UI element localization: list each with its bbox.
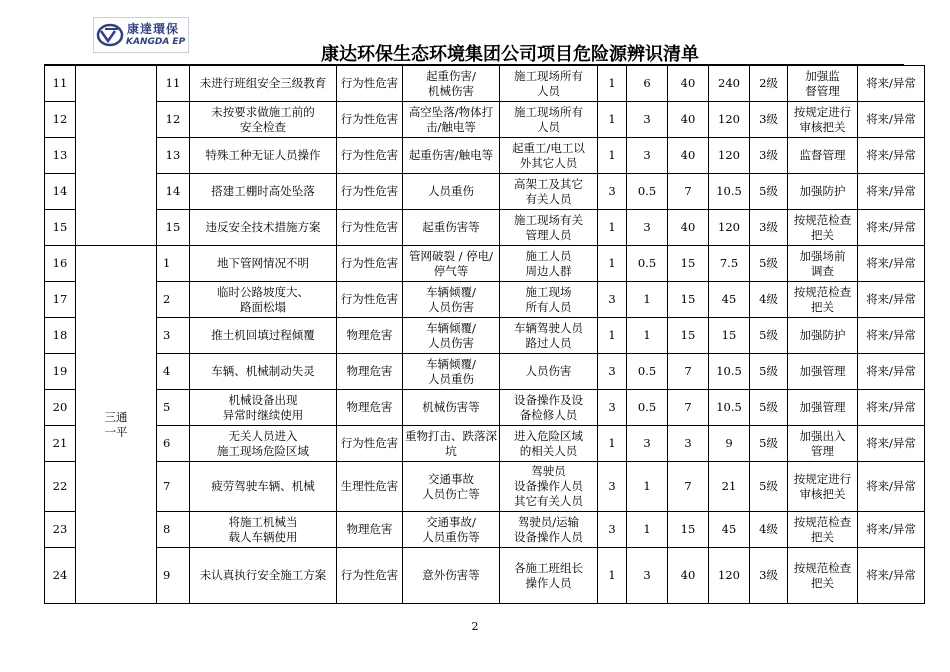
score-c: 7	[668, 174, 709, 210]
harm-result: 起重伤害等	[403, 210, 500, 246]
document-title-wrap	[0, 40, 950, 66]
control-measure: 按规范检查 把关	[788, 548, 858, 604]
control-measure: 按规范检查 把关	[788, 210, 858, 246]
sub-number: 11	[157, 66, 190, 102]
row-number: 20	[45, 390, 76, 426]
hazard-type: 行为性危害	[337, 246, 403, 282]
logo-text-cn: 康達環保	[127, 22, 180, 36]
table-row	[45, 512, 925, 548]
score-c: 40	[668, 210, 709, 246]
score-e: 0.5	[627, 354, 668, 390]
state-condition: 将来/异常	[858, 512, 925, 548]
row-number: 15	[45, 210, 76, 246]
sub-number: 9	[157, 548, 190, 604]
table-row	[45, 102, 925, 138]
hazard-type: 生理性危害	[337, 462, 403, 512]
risk-grade: 4级	[750, 282, 788, 318]
hazard-type: 行为性危害	[337, 66, 403, 102]
state-condition: 将来/异常	[858, 174, 925, 210]
risk-grade: 5级	[750, 390, 788, 426]
row-number: 21	[45, 426, 76, 462]
hazard-type: 行为性危害	[337, 138, 403, 174]
risk-grade: 5级	[750, 354, 788, 390]
harm-result: 机械伤害等	[403, 390, 500, 426]
sub-number: 14	[157, 174, 190, 210]
table-row	[45, 174, 925, 210]
hazard-item: 未认真执行安全施工方案	[190, 548, 337, 604]
sub-number: 5	[157, 390, 190, 426]
sub-number: 13	[157, 138, 190, 174]
score-e: 1	[627, 512, 668, 548]
hazard-item: 搭建工棚时高处坠落	[190, 174, 337, 210]
sub-number: 2	[157, 282, 190, 318]
score-l: 3	[598, 390, 627, 426]
score-d: 120	[709, 102, 750, 138]
row-number: 13	[45, 138, 76, 174]
affected-people: 驾驶员 设备操作人员 其它有关人员	[500, 462, 598, 512]
state-condition: 将来/异常	[858, 246, 925, 282]
score-d: 120	[709, 548, 750, 604]
state-condition: 将来/异常	[858, 548, 925, 604]
hazard-item: 违反安全技术措施方案	[190, 210, 337, 246]
score-l: 3	[598, 512, 627, 548]
hazard-item: 未进行班组安全三级教育	[190, 66, 337, 102]
harm-result: 人员重伤	[403, 174, 500, 210]
score-e: 1	[627, 282, 668, 318]
score-d: 10.5	[709, 390, 750, 426]
row-number: 11	[45, 66, 76, 102]
harm-result: 车辆倾覆/ 人员重伤	[403, 354, 500, 390]
score-l: 1	[598, 246, 627, 282]
score-e: 3	[627, 138, 668, 174]
table-row	[45, 462, 925, 512]
score-d: 21	[709, 462, 750, 512]
control-measure: 加强出入 管理	[788, 426, 858, 462]
control-measure: 加强防护	[788, 174, 858, 210]
row-number: 14	[45, 174, 76, 210]
affected-people: 驾驶员/运输 设备操作人员	[500, 512, 598, 548]
control-measure: 加强场前 调查	[788, 246, 858, 282]
score-d: 240	[709, 66, 750, 102]
hazard-item: 机械设备出现 异常时继续使用	[190, 390, 337, 426]
score-l: 3	[598, 174, 627, 210]
affected-people: 进入危险区域 的相关人员	[500, 426, 598, 462]
affected-people: 车辆驾驶人员 路过人员	[500, 318, 598, 354]
table-row	[45, 138, 925, 174]
row-number: 19	[45, 354, 76, 390]
score-d: 15	[709, 318, 750, 354]
table-row	[45, 282, 925, 318]
risk-grade: 3级	[750, 102, 788, 138]
control-measure: 加强管理	[788, 390, 858, 426]
table-row	[45, 354, 925, 390]
hazard-type: 行为性危害	[337, 102, 403, 138]
state-condition: 将来/异常	[858, 426, 925, 462]
group-label: 三通 一平	[76, 246, 157, 604]
affected-people: 施工现场有关 管理人员	[500, 210, 598, 246]
harm-result: 车辆倾覆/ 人员伤害	[403, 282, 500, 318]
harm-result: 交通事故/ 人员重伤等	[403, 512, 500, 548]
risk-grade: 5级	[750, 174, 788, 210]
row-number: 17	[45, 282, 76, 318]
sub-number: 12	[157, 102, 190, 138]
control-measure: 监督管理	[788, 138, 858, 174]
table-row	[45, 66, 925, 102]
control-measure: 按规定进行 审核把关	[788, 462, 858, 512]
score-c: 40	[668, 138, 709, 174]
state-condition: 将来/异常	[858, 462, 925, 512]
hazard-type: 行为性危害	[337, 426, 403, 462]
row-number: 23	[45, 512, 76, 548]
table-row	[45, 426, 925, 462]
table-row	[45, 246, 925, 282]
score-c: 15	[668, 246, 709, 282]
hazard-type: 行为性危害	[337, 282, 403, 318]
control-measure: 加强管理	[788, 354, 858, 390]
table-row	[45, 210, 925, 246]
score-e: 0.5	[627, 390, 668, 426]
sub-number: 6	[157, 426, 190, 462]
state-condition: 将来/异常	[858, 66, 925, 102]
score-l: 1	[598, 426, 627, 462]
score-d: 10.5	[709, 354, 750, 390]
score-e: 3	[627, 426, 668, 462]
score-l: 1	[598, 548, 627, 604]
score-e: 1	[627, 462, 668, 512]
control-measure: 加强监 督管理	[788, 66, 858, 102]
score-e: 0.5	[627, 246, 668, 282]
score-d: 7.5	[709, 246, 750, 282]
risk-grade: 5级	[750, 246, 788, 282]
score-e: 3	[627, 548, 668, 604]
score-c: 15	[668, 512, 709, 548]
score-c: 40	[668, 548, 709, 604]
hazard-item: 无关人员进入 施工现场危险区域	[190, 426, 337, 462]
score-l: 1	[598, 138, 627, 174]
score-l: 3	[598, 282, 627, 318]
affected-people: 人员伤害	[500, 354, 598, 390]
score-e: 6	[627, 66, 668, 102]
affected-people: 施工现场所有 人员	[500, 102, 598, 138]
score-l: 1	[598, 102, 627, 138]
affected-people: 施工现场所有 人员	[500, 66, 598, 102]
score-c: 7	[668, 462, 709, 512]
score-c: 7	[668, 354, 709, 390]
score-l: 3	[598, 354, 627, 390]
hazard-item: 将施工机械当 载人车辆使用	[190, 512, 337, 548]
score-c: 40	[668, 66, 709, 102]
hazard-item: 特殊工种无证人员操作	[190, 138, 337, 174]
affected-people: 施工现场 所有人员	[500, 282, 598, 318]
risk-grade: 5级	[750, 318, 788, 354]
affected-people: 高架工及其它 有关人员	[500, 174, 598, 210]
row-number: 22	[45, 462, 76, 512]
hazard-type: 行为性危害	[337, 210, 403, 246]
score-l: 3	[598, 462, 627, 512]
sub-number: 8	[157, 512, 190, 548]
table-row	[45, 390, 925, 426]
score-d: 10.5	[709, 174, 750, 210]
state-condition: 将来/异常	[858, 102, 925, 138]
state-condition: 将来/异常	[858, 318, 925, 354]
hazard-type: 行为性危害	[337, 174, 403, 210]
row-number: 24	[45, 548, 76, 604]
state-condition: 将来/异常	[858, 282, 925, 318]
hazard-type: 物理危害	[337, 354, 403, 390]
table-row	[45, 548, 925, 604]
harm-result: 高空坠落/物体打 击/触电等	[403, 102, 500, 138]
control-measure: 按规定进行 审核把关	[788, 102, 858, 138]
score-c: 40	[668, 102, 709, 138]
hazard-item: 地下管网情况不明	[190, 246, 337, 282]
control-measure: 按规范检查 把关	[788, 512, 858, 548]
page-number: 2	[471, 620, 479, 633]
risk-grade: 3级	[750, 548, 788, 604]
score-d: 120	[709, 210, 750, 246]
risk-grade: 3级	[750, 210, 788, 246]
score-d: 120	[709, 138, 750, 174]
score-e: 3	[627, 210, 668, 246]
risk-grade: 4级	[750, 512, 788, 548]
risk-grade: 5级	[750, 426, 788, 462]
affected-people: 施工人员 周边人群	[500, 246, 598, 282]
document-title: 康达环保生态环境集团公司项目危险源辨识清单	[321, 44, 699, 65]
score-l: 1	[598, 210, 627, 246]
score-c: 15	[668, 318, 709, 354]
state-condition: 将来/异常	[858, 210, 925, 246]
score-l: 1	[598, 318, 627, 354]
hazard-table	[44, 65, 925, 604]
logo-text-en: KANGDA EP	[126, 37, 186, 47]
harm-result: 起重伤害/ 机械伤害	[403, 66, 500, 102]
affected-people: 各施工班组长 操作人员	[500, 548, 598, 604]
hazard-type: 行为性危害	[337, 548, 403, 604]
hazard-type: 物理危害	[337, 512, 403, 548]
score-e: 0.5	[627, 174, 668, 210]
risk-grade: 2级	[750, 66, 788, 102]
hazard-item: 未按要求做施工前的 安全检查	[190, 102, 337, 138]
row-number: 16	[45, 246, 76, 282]
sub-number: 15	[157, 210, 190, 246]
score-c: 7	[668, 390, 709, 426]
harm-result: 重物打击、跌落深 坑	[403, 426, 500, 462]
sub-number: 1	[157, 246, 190, 282]
state-condition: 将来/异常	[858, 138, 925, 174]
hazard-item: 临时公路坡度大、 路面松塌	[190, 282, 337, 318]
row-number: 12	[45, 102, 76, 138]
table-row	[45, 318, 925, 354]
score-l: 1	[598, 66, 627, 102]
score-c: 15	[668, 282, 709, 318]
score-e: 1	[627, 318, 668, 354]
sub-number: 7	[157, 462, 190, 512]
score-c: 3	[668, 426, 709, 462]
harm-result: 车辆倾覆/ 人员伤害	[403, 318, 500, 354]
score-d: 45	[709, 512, 750, 548]
harm-result: 起重伤害/触电等	[403, 138, 500, 174]
control-measure: 按规范检查 把关	[788, 282, 858, 318]
sub-number: 3	[157, 318, 190, 354]
harm-result: 管网破裂 / 停电/ 停气等	[403, 246, 500, 282]
hazard-item: 车辆、机械制动失灵	[190, 354, 337, 390]
score-d: 45	[709, 282, 750, 318]
hazard-item: 疲劳驾驶车辆、机械	[190, 462, 337, 512]
affected-people: 起重工/电工以 外其它人员	[500, 138, 598, 174]
group-cell-empty	[76, 66, 157, 246]
hazard-type: 物理危害	[337, 390, 403, 426]
state-condition: 将来/异常	[858, 354, 925, 390]
risk-grade: 3级	[750, 138, 788, 174]
state-condition: 将来/异常	[858, 390, 925, 426]
hazard-type: 物理危害	[337, 318, 403, 354]
score-e: 3	[627, 102, 668, 138]
score-d: 9	[709, 426, 750, 462]
row-number: 18	[45, 318, 76, 354]
control-measure: 加强防护	[788, 318, 858, 354]
hazard-item: 推土机回填过程倾覆	[190, 318, 337, 354]
affected-people: 设备操作及设 备检修人员	[500, 390, 598, 426]
harm-result: 意外伤害等	[403, 548, 500, 604]
harm-result: 交通事故 人员伤亡等	[403, 462, 500, 512]
hazard-table-body	[45, 66, 925, 604]
risk-grade: 5级	[750, 462, 788, 512]
sub-number: 4	[157, 354, 190, 390]
